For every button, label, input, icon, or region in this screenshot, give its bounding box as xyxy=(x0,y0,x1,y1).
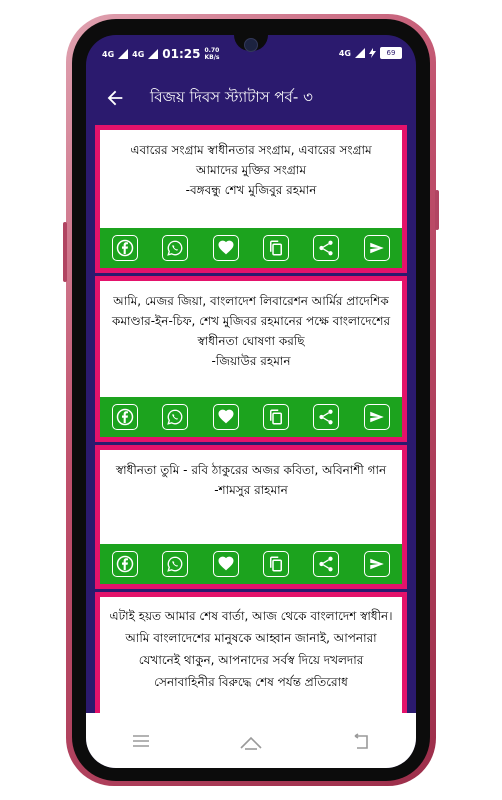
action-bar xyxy=(100,544,402,584)
status-card-body xyxy=(100,281,402,437)
favorite-button[interactable] xyxy=(213,404,239,430)
home-button[interactable] xyxy=(239,731,263,751)
action-bar xyxy=(100,228,402,268)
quote-text: আমি, মেজর জিয়া, বাংলাদেশ লিবারেশন আর্মির প্রাদেশিক কমাণ্ডার-ইন-চিফ, শেখ মুজিবর রহমানের পক্ষে বাংলাদেশের স্বাধীনতা ঘোষণা করছি xyxy=(111,294,391,348)
quote-text: এবারের সংগ্রাম স্বাধীনতার সংগ্রাম, এবারের সংগ্রাম আমাদের মুক্তির সংগ্রাম xyxy=(130,143,372,177)
heart-icon xyxy=(217,408,235,426)
status-card-body xyxy=(100,130,402,268)
whatsapp-share-button[interactable] xyxy=(162,404,188,430)
facebook-share-button[interactable] xyxy=(112,551,138,577)
facebook-icon xyxy=(116,239,134,257)
send-icon xyxy=(368,239,386,257)
send-button[interactable] xyxy=(364,551,390,577)
send-button[interactable] xyxy=(364,404,390,430)
share-button[interactable] xyxy=(313,404,339,430)
send-icon xyxy=(368,555,386,573)
share-button[interactable] xyxy=(313,235,339,261)
status-card xyxy=(95,445,407,589)
clock: 01:25 xyxy=(162,47,201,61)
menu-icon xyxy=(132,734,150,748)
back-button[interactable] xyxy=(349,731,373,751)
whatsapp-icon xyxy=(166,239,184,257)
home-icon xyxy=(239,732,263,750)
whatsapp-share-button[interactable] xyxy=(162,551,188,577)
status-left xyxy=(102,47,219,61)
heart-icon xyxy=(217,239,235,257)
status-text[interactable] xyxy=(108,605,394,693)
whatsapp-share-button[interactable] xyxy=(162,235,188,261)
whatsapp-icon xyxy=(166,408,184,426)
status-list[interactable] xyxy=(86,123,416,713)
favorite-button[interactable] xyxy=(213,235,239,261)
heart-icon xyxy=(217,555,235,573)
send-icon xyxy=(368,408,386,426)
status-card-body xyxy=(100,450,402,584)
whatsapp-icon xyxy=(166,555,184,573)
status-text[interactable] xyxy=(108,140,394,200)
recents-button[interactable] xyxy=(129,731,153,751)
copy-button[interactable] xyxy=(263,235,289,261)
copy-icon xyxy=(267,408,285,426)
quote-text: এটাই হয়ত আমার শেষ বার্তা, আজ থেকে বাংলাদেশ স্বাধীন। আমি বাংলাদেশের মানুষকে আহ্বান জানাই, আপনারা যেখানেই থাকুন, আপনাদের সর্বস্ব দিয়ে দখলদার সেনাবাহিনীর বিরুদ্ধে শেষ পর্যন্ত প্রতিরোধ xyxy=(109,609,393,689)
status-text[interactable] xyxy=(108,291,394,371)
phone-screen xyxy=(86,35,416,768)
copy-button[interactable] xyxy=(263,404,289,430)
copy-icon xyxy=(267,239,285,257)
back-arrow-icon[interactable] xyxy=(104,87,126,109)
quote-author: -বঙ্গবন্ধু শেখ মুজিবুর রহমান xyxy=(185,183,317,197)
copy-button[interactable] xyxy=(263,551,289,577)
signal-label-2: 4G xyxy=(132,49,145,59)
status-right xyxy=(339,47,402,59)
phone-side-button-left xyxy=(63,222,67,282)
signal-icon xyxy=(118,49,128,59)
facebook-share-button[interactable] xyxy=(112,235,138,261)
send-button[interactable] xyxy=(364,235,390,261)
quote-text: স্বাধীনতা তুমি - রবি ঠাকুরের অজর কবিতা, অবিনাশী গান xyxy=(115,463,387,477)
signal-icon-2 xyxy=(148,49,158,59)
status-card xyxy=(95,276,407,442)
action-bar xyxy=(100,397,402,437)
status-bar xyxy=(86,35,416,75)
phone-side-button-right xyxy=(435,190,439,230)
app-bar xyxy=(86,75,416,121)
quote-author: -শামসুর রাহমান xyxy=(214,483,288,497)
share-button[interactable] xyxy=(313,551,339,577)
net-speed-unit: KB/s xyxy=(204,54,220,61)
status-card xyxy=(95,125,407,273)
signal-label-3: 4G xyxy=(338,48,351,58)
page-title: বিজয় দিবস স্ট্যাটাস পর্ব- ৩ xyxy=(150,87,313,106)
camera-icon xyxy=(244,38,258,52)
facebook-icon xyxy=(116,408,134,426)
net-speed xyxy=(204,47,219,61)
charging-icon xyxy=(369,48,376,58)
share-icon xyxy=(317,408,335,426)
signal-label-1: 4G xyxy=(102,49,115,59)
quote-author: -জিয়াউর রহমান xyxy=(211,354,291,368)
battery-icon: 69 xyxy=(380,47,402,59)
facebook-share-button[interactable] xyxy=(112,404,138,430)
favorite-button[interactable] xyxy=(213,551,239,577)
net-speed-value: 0.70 xyxy=(204,47,220,54)
wifi-signal-icon xyxy=(355,48,365,58)
facebook-icon xyxy=(116,555,134,573)
copy-icon xyxy=(267,555,285,573)
share-icon xyxy=(317,555,335,573)
system-nav-bar xyxy=(86,713,416,768)
share-icon xyxy=(317,239,335,257)
back-icon xyxy=(352,733,370,749)
status-text[interactable] xyxy=(108,460,394,500)
